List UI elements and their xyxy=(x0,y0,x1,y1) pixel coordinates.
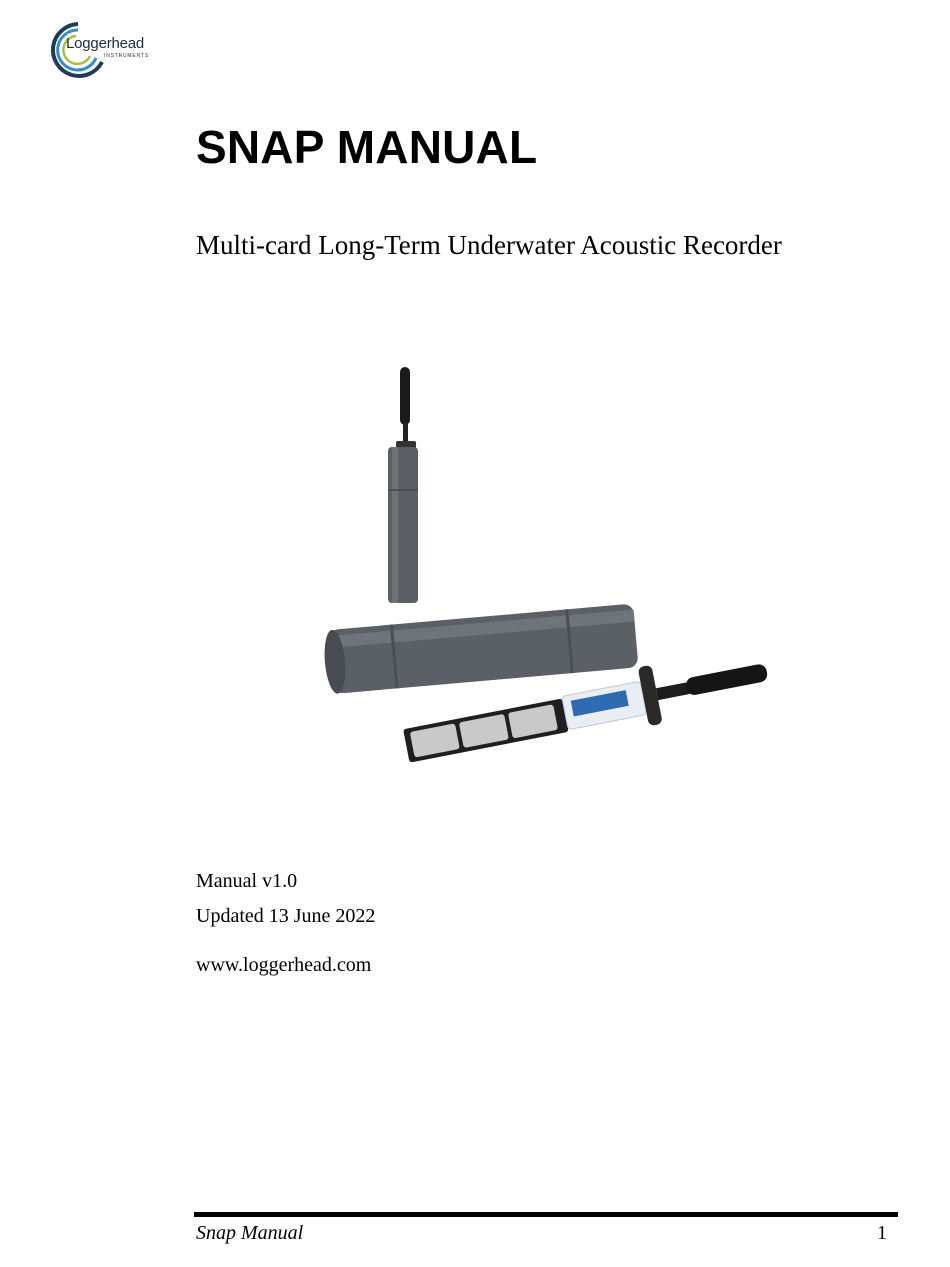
product-photo xyxy=(300,355,800,765)
updated-date: Updated 13 June 2022 xyxy=(196,905,376,927)
document-subtitle: Multi-card Long-Term Underwater Acoustic Recorder xyxy=(196,230,782,260)
footer-title: Snap Manual xyxy=(196,1222,304,1244)
footer-rule xyxy=(194,1212,898,1217)
company-logo xyxy=(48,20,168,80)
logo-name: Loggerhead xyxy=(66,35,145,52)
manual-version: Manual v1.0 xyxy=(196,870,298,892)
upright-recorder-illustration xyxy=(388,367,418,603)
website-link[interactable]: www.loggerhead.com xyxy=(196,954,372,976)
document-title: SNAP MANUAL xyxy=(196,121,538,173)
housing-tube-illustration xyxy=(322,604,638,695)
logo-subtitle: INSTRUMENTS xyxy=(104,53,149,59)
page-number: 1 xyxy=(877,1222,887,1244)
